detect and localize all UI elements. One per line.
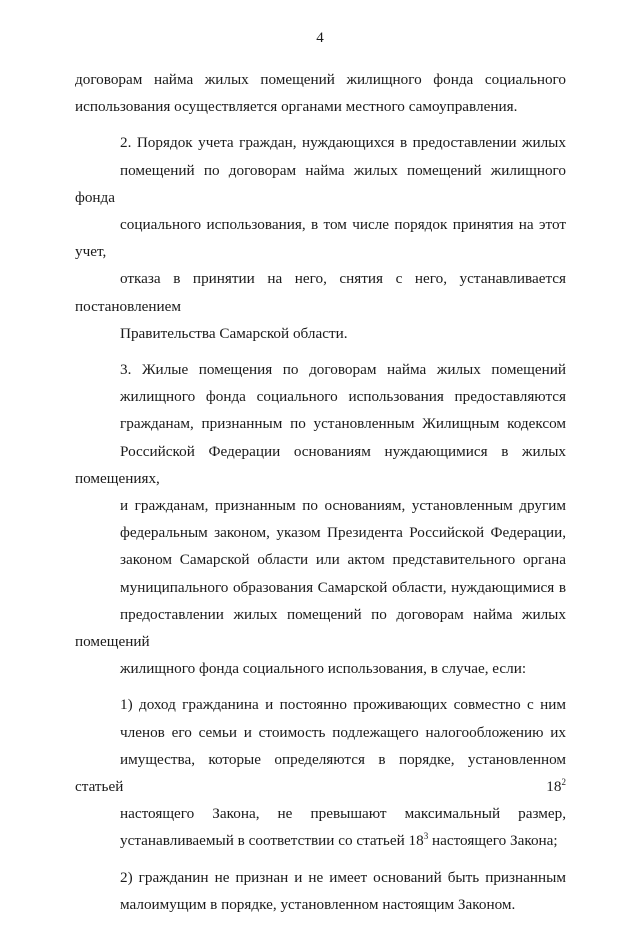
document-body bbox=[75, 66, 566, 927]
text-line: жилищного фонда социального использования, в случае, если: bbox=[120, 660, 527, 678]
text-line: отказа в принятии на него, снятия с него, устанавливается постановлением bbox=[75, 270, 566, 315]
text-line: 3. Жилые помещения по договорам найма жилых помещений bbox=[120, 361, 566, 379]
paragraph bbox=[75, 66, 566, 120]
superscript: 2 bbox=[561, 777, 566, 788]
text-line: членов его семьи и стоимость подлежащего налогообложению их bbox=[120, 723, 566, 741]
paragraph bbox=[75, 691, 566, 854]
text-line: настоящего Закона, не превышают максимальный размер, bbox=[120, 805, 566, 823]
page-number: 4 bbox=[316, 30, 324, 46]
paragraph bbox=[75, 129, 566, 347]
text-line: договорам найма жилых помещений жилищного фонда социального bbox=[75, 71, 566, 88]
text-line: социального использования, в том числе порядок принятия на этот учет, bbox=[75, 216, 566, 261]
text-line: 1) доход гражданина и постоянно проживающих совместно с ним bbox=[120, 696, 566, 714]
superscript: 3 bbox=[423, 831, 429, 842]
text-line: 2. Порядок учета граждан, нуждающихся в предоставлении жилых bbox=[120, 134, 566, 152]
text-line: помещений по договорам найма жилых помещений жилищного фонда bbox=[75, 161, 566, 206]
text-line: 2) гражданин не признан и не имеет оснований быть признанным bbox=[120, 868, 566, 886]
text-line: малоимущим в порядке, установленном настоящим Законом. bbox=[120, 895, 516, 913]
text-line: федеральным законом, указом Президента Российской Федерации, bbox=[120, 524, 566, 542]
text-line: имущества, которые определяются в порядке, установленном статьей $18^2$ bbox=[75, 750, 566, 796]
text-line: жилищного фонда социального использования предоставляются bbox=[120, 388, 566, 406]
text-line: гражданам, признанным по установленным Жилищным кодексом bbox=[120, 415, 566, 433]
text-line: законом Самарской области или актом представительного органа bbox=[120, 551, 566, 569]
text-line: Правительства Самарской области. bbox=[120, 324, 348, 342]
text-line: устанавливаемый в соответствии со статьей $18^3$ настоящего Закона; bbox=[120, 831, 558, 850]
text-line: предоставлении жилых помещений по договорам найма жилых помещений bbox=[75, 605, 566, 651]
paragraph bbox=[75, 356, 566, 682]
text-line: Российской Федерации основаниям нуждающимися в жилых помещениях, bbox=[75, 442, 566, 487]
paragraph bbox=[75, 864, 566, 918]
text-line: муниципального образования Самарской области, нуждающимися в bbox=[120, 578, 566, 596]
text-line: использования осуществляется органами местного самоуправления. bbox=[75, 98, 518, 116]
text-line: и гражданам, признанным по основаниям, установленным другим bbox=[120, 497, 566, 515]
